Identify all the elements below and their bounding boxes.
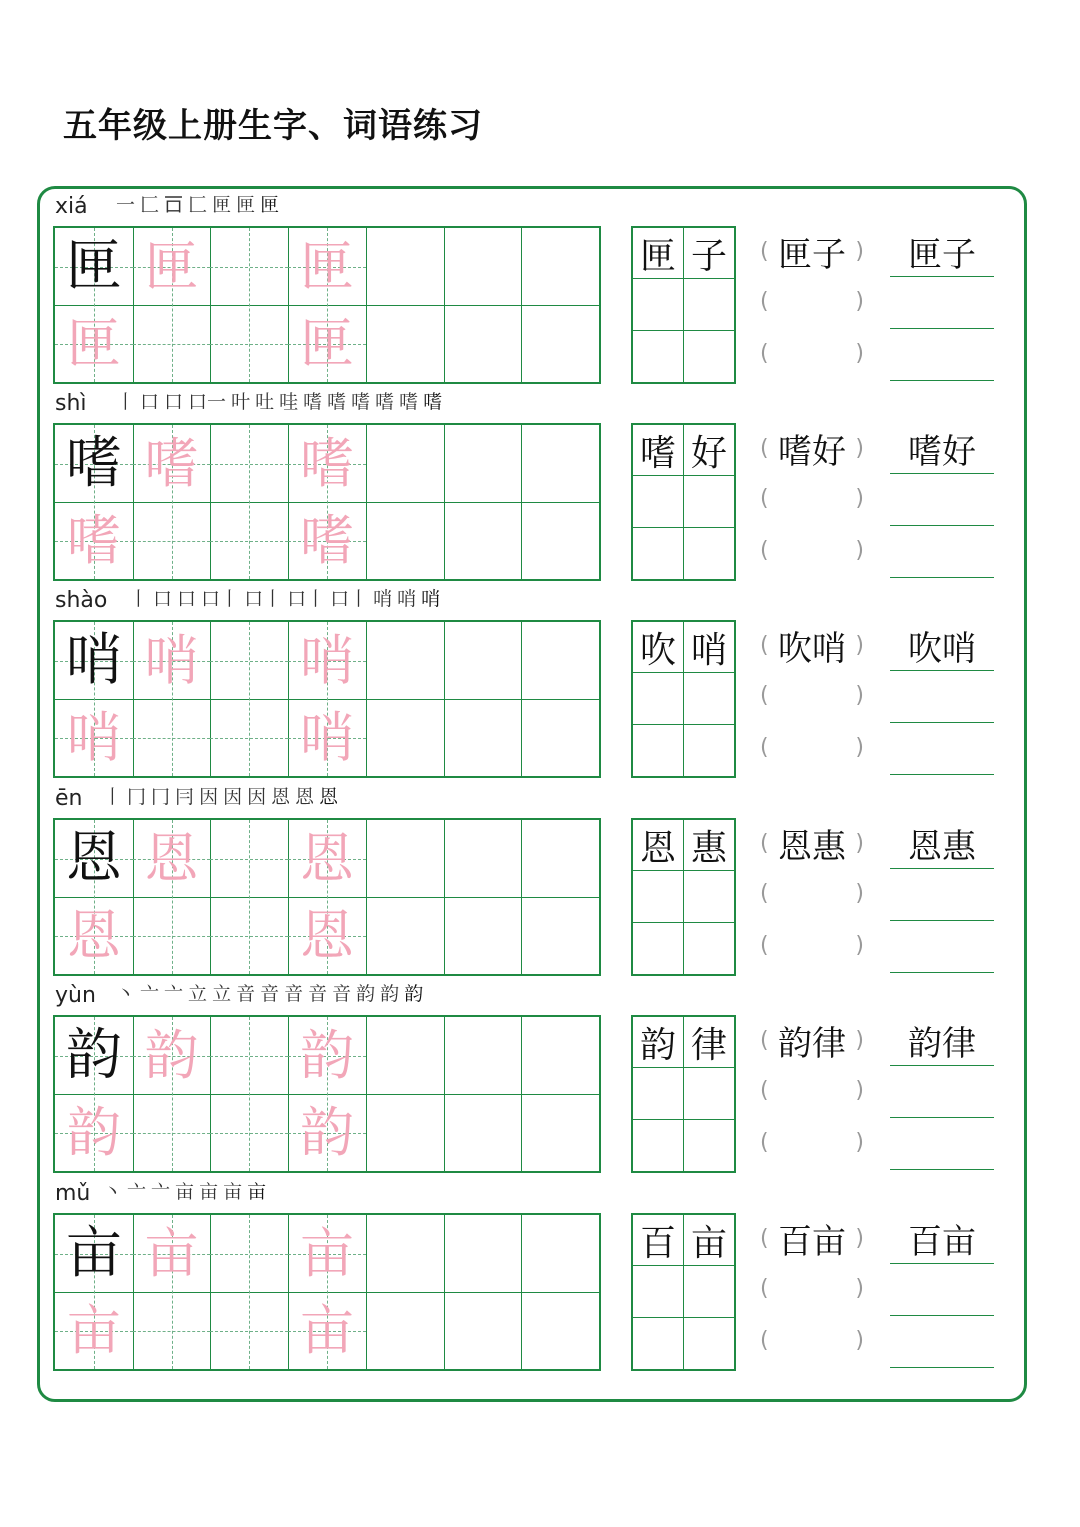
bracket-slot[interactable]	[760, 1315, 864, 1365]
stroke-step: 音	[284, 983, 304, 1005]
char-row	[0, 385, 1080, 583]
word-grid	[631, 423, 736, 581]
trace-character: 韵	[66, 1100, 121, 1164]
bracket-slot[interactable]	[760, 1117, 864, 1167]
word-grid	[631, 1213, 736, 1371]
stroke-step: 亠	[127, 1181, 147, 1203]
writing-cell[interactable]	[444, 897, 522, 974]
stroke-step: 口	[140, 391, 160, 413]
bracket-slot[interactable]	[760, 1065, 864, 1115]
model-character: 嗜	[65, 430, 122, 496]
bracket-slot[interactable]	[760, 525, 864, 575]
word-character: 哨	[690, 629, 727, 671]
underline-slot: 嗜好	[890, 423, 994, 474]
writing-cell[interactable]	[444, 305, 522, 382]
stroke-step: 哨	[397, 588, 417, 610]
writing-cell[interactable]	[366, 502, 444, 579]
open-paren: (	[760, 288, 769, 314]
stroke-step: 口丨	[330, 588, 369, 610]
underline-slot: 百亩	[890, 1213, 994, 1264]
trace-character: 哨	[299, 705, 354, 769]
trace-character: 嗜	[66, 508, 121, 572]
writing-cell[interactable]	[444, 425, 522, 502]
trace-character: 韵	[299, 1100, 354, 1164]
word-grid	[631, 226, 736, 384]
underline-answer	[890, 620, 994, 778]
underline-slot[interactable]	[890, 672, 994, 723]
writing-cell[interactable]	[521, 1017, 599, 1094]
writing-cell[interactable]	[444, 699, 522, 776]
open-paren: (	[760, 537, 769, 563]
stroke-step: 嗜	[327, 391, 347, 413]
page-title: 五年级上册生字、词语练习	[63, 106, 483, 146]
writing-cell[interactable]	[210, 699, 288, 776]
stroke-step: 韵	[356, 983, 376, 1005]
close-paren: )	[855, 682, 864, 708]
stroke-step: 冂	[127, 786, 147, 808]
open-paren: (	[760, 340, 769, 366]
trace-character: 匣	[144, 234, 199, 298]
stroke-step: 𠮛	[164, 194, 184, 216]
open-paren: (	[760, 830, 769, 856]
bracket-slot	[760, 1213, 864, 1263]
writing-cell[interactable]	[521, 228, 599, 305]
open-paren: (	[760, 1275, 769, 1301]
bracket-answer	[760, 423, 864, 581]
open-paren: (	[760, 1129, 769, 1155]
bracket-word: 嗜好	[778, 431, 846, 472]
trace-character: 恩	[144, 826, 199, 890]
grid-line	[633, 1317, 734, 1318]
stroke-step: 恩	[271, 786, 291, 808]
underline-slot[interactable]	[890, 1119, 994, 1170]
close-paren: )	[855, 1275, 864, 1301]
stroke-step: 哇	[279, 391, 299, 413]
open-paren: (	[760, 682, 769, 708]
stroke-step: 因	[247, 786, 267, 808]
trace-character: 哨	[299, 628, 354, 692]
open-paren: (	[760, 1077, 769, 1103]
stroke-step: 口丨	[201, 588, 240, 610]
writing-cell[interactable]	[444, 1017, 522, 1094]
writing-cell[interactable]	[366, 1215, 444, 1292]
stroke-step: 丶	[116, 983, 136, 1005]
close-paren: )	[855, 932, 864, 958]
open-paren: (	[760, 435, 769, 461]
close-paren: )	[855, 632, 864, 658]
writing-cell[interactable]	[210, 228, 288, 305]
stroke-step: 韵	[404, 983, 424, 1005]
stroke-step: 嗜	[303, 391, 323, 413]
stroke-step: 匚	[188, 194, 208, 216]
word-character: 律	[690, 1024, 727, 1066]
writing-cell[interactable]	[521, 820, 599, 897]
stroke-step: 口	[153, 588, 173, 610]
bracket-word: 百亩	[778, 1221, 846, 1262]
underline-answer	[890, 226, 994, 384]
stroke-step: 因	[199, 786, 219, 808]
stroke-step: 音	[332, 983, 352, 1005]
stroke-step: 亠	[140, 983, 160, 1005]
open-paren: (	[760, 1027, 769, 1053]
underline-slot: 恩惠	[890, 818, 994, 869]
underline-slot: 吹哨	[890, 620, 994, 671]
stroke-step: 口	[177, 588, 197, 610]
stroke-order	[116, 389, 447, 415]
grid-line	[633, 724, 734, 725]
bracket-answer	[760, 226, 864, 384]
writing-cell[interactable]	[366, 1017, 444, 1094]
stroke-step: 嗜	[399, 391, 419, 413]
stroke-step: 音	[308, 983, 328, 1005]
bracket-slot[interactable]	[760, 722, 864, 772]
writing-cell[interactable]	[133, 1292, 211, 1369]
writing-cell[interactable]	[366, 1094, 444, 1171]
model-character: 恩	[65, 825, 122, 891]
stroke-step: 立	[188, 983, 208, 1005]
word-character: 吹	[639, 629, 676, 671]
writing-cell[interactable]	[210, 1094, 288, 1171]
writing-cell[interactable]	[133, 699, 211, 776]
writing-cell[interactable]	[133, 1094, 211, 1171]
underline-slot[interactable]	[890, 870, 994, 921]
writing-cell[interactable]	[133, 897, 211, 974]
close-paren: )	[855, 1077, 864, 1103]
writing-cell[interactable]	[444, 1094, 522, 1171]
writing-grid	[53, 226, 601, 384]
writing-cell[interactable]	[366, 1292, 444, 1369]
grid-line	[633, 922, 734, 923]
open-paren: (	[760, 932, 769, 958]
trace-character: 哨	[144, 628, 199, 692]
open-paren: (	[760, 734, 769, 760]
writing-grid	[53, 818, 601, 976]
bracket-slot	[760, 226, 864, 276]
open-paren: (	[760, 1225, 769, 1251]
writing-cell[interactable]	[210, 1017, 288, 1094]
stroke-order	[116, 981, 428, 1007]
stroke-step: 立	[212, 983, 232, 1005]
word-character: 百	[639, 1222, 676, 1264]
trace-character: 韵	[144, 1023, 199, 1087]
writing-cell[interactable]	[521, 1094, 599, 1171]
stroke-step: 口丨	[287, 588, 326, 610]
writing-cell[interactable]	[521, 622, 599, 699]
stroke-order	[103, 1179, 271, 1205]
writing-cell[interactable]	[366, 228, 444, 305]
trace-character: 亩	[299, 1298, 354, 1362]
word-character: 匣	[639, 235, 676, 277]
open-paren: (	[760, 1327, 769, 1353]
open-paren: (	[760, 485, 769, 511]
writing-cell[interactable]	[210, 305, 288, 382]
stroke-step: 一	[116, 194, 136, 216]
stroke-step: 丨	[129, 588, 149, 610]
trace-character: 匣	[66, 311, 121, 375]
writing-cell[interactable]	[444, 228, 522, 305]
pinyin-label: shì	[55, 391, 87, 416]
stroke-step: 亠	[151, 1181, 171, 1203]
pinyin-label: xiá	[55, 194, 88, 219]
underline-answer	[890, 1015, 994, 1173]
char-row	[0, 582, 1080, 780]
writing-cell[interactable]	[210, 622, 288, 699]
bracket-slot[interactable]	[760, 868, 864, 918]
trace-character: 恩	[66, 903, 121, 967]
close-paren: )	[855, 1327, 864, 1353]
word-character: 韵	[639, 1024, 676, 1066]
open-paren: (	[760, 880, 769, 906]
underline-slot[interactable]	[890, 1265, 994, 1316]
writing-cell[interactable]	[521, 502, 599, 579]
trace-character: 嗜	[299, 508, 354, 572]
model-character: 韵	[65, 1022, 122, 1088]
stroke-step: 音	[260, 983, 280, 1005]
stroke-step: 丶	[103, 1181, 123, 1203]
stroke-step: 冃	[175, 786, 195, 808]
model-character: 哨	[65, 627, 122, 693]
close-paren: )	[855, 1225, 864, 1251]
bracket-word: 吹哨	[778, 628, 846, 669]
trace-character: 恩	[299, 903, 354, 967]
close-paren: )	[855, 830, 864, 856]
underline-answer	[890, 818, 994, 976]
writing-grid	[53, 620, 601, 778]
underline-slot[interactable]	[890, 527, 994, 578]
stroke-step: 匣	[236, 194, 256, 216]
word-character: 惠	[690, 827, 727, 869]
char-row	[0, 188, 1080, 386]
grid-line	[633, 1119, 734, 1120]
bracket-slot[interactable]	[760, 1263, 864, 1313]
stroke-step: 哨	[421, 588, 441, 610]
close-paren: )	[855, 734, 864, 760]
trace-character: 韵	[299, 1023, 354, 1087]
stroke-step: 丨	[103, 786, 123, 808]
underline-slot[interactable]	[890, 330, 994, 381]
open-paren: (	[760, 238, 769, 264]
stroke-step: 音	[236, 983, 256, 1005]
underline-slot[interactable]	[890, 475, 994, 526]
stroke-step: 叶	[231, 391, 251, 413]
word-character: 嗜	[639, 432, 676, 474]
writing-cell[interactable]	[521, 425, 599, 502]
underline-slot: 韵律	[890, 1015, 994, 1066]
writing-cell[interactable]	[521, 1292, 599, 1369]
stroke-step: 亠	[164, 983, 184, 1005]
stroke-step: 因	[223, 786, 243, 808]
bracket-answer	[760, 1015, 864, 1173]
bracket-slot[interactable]	[760, 473, 864, 523]
bracket-slot[interactable]	[760, 328, 864, 378]
underline-slot[interactable]	[890, 724, 994, 775]
char-row	[0, 1175, 1080, 1373]
trace-character: 亩	[299, 1221, 354, 1285]
writing-cell[interactable]	[133, 305, 211, 382]
word-character: 恩	[639, 827, 676, 869]
writing-grid	[53, 1213, 601, 1371]
close-paren: )	[855, 238, 864, 264]
writing-cell[interactable]	[210, 1215, 288, 1292]
bracket-word: 韵律	[778, 1023, 846, 1064]
pinyin-label: shào	[55, 588, 108, 613]
close-paren: )	[855, 435, 864, 461]
word-character: 子	[690, 235, 727, 277]
char-row	[0, 780, 1080, 978]
underline-slot[interactable]	[890, 922, 994, 973]
writing-cell[interactable]	[521, 1215, 599, 1292]
writing-grid	[53, 1015, 601, 1173]
bracket-slot	[760, 423, 864, 473]
stroke-order	[116, 192, 284, 218]
writing-cell[interactable]	[521, 897, 599, 974]
bracket-slot	[760, 1015, 864, 1065]
bracket-answer	[760, 818, 864, 976]
stroke-step: 匚	[140, 194, 160, 216]
pinyin-label: yùn	[55, 983, 96, 1008]
bracket-word: 匣子	[778, 234, 846, 275]
underline-answer	[890, 1213, 994, 1371]
trace-character: 亩	[66, 1298, 121, 1362]
writing-grid	[53, 423, 601, 581]
underline-slot[interactable]	[890, 278, 994, 329]
writing-cell[interactable]	[210, 897, 288, 974]
stroke-step: 哨	[373, 588, 393, 610]
stroke-step: 匣	[260, 194, 280, 216]
underline-slot[interactable]	[890, 1317, 994, 1368]
stroke-step: 匣	[212, 194, 232, 216]
bracket-slot[interactable]	[760, 670, 864, 720]
close-paren: )	[855, 288, 864, 314]
underline-answer	[890, 423, 994, 581]
bracket-slot[interactable]	[760, 276, 864, 326]
stroke-step: 亩	[223, 1181, 243, 1203]
stroke-step: 亩	[247, 1181, 267, 1203]
bracket-slot[interactable]	[760, 920, 864, 970]
writing-cell[interactable]	[444, 622, 522, 699]
stroke-step: 恩	[319, 786, 339, 808]
writing-cell[interactable]	[366, 622, 444, 699]
word-character: 好	[690, 432, 727, 474]
bracket-slot	[760, 620, 864, 670]
trace-character: 匣	[299, 311, 354, 375]
close-paren: )	[855, 1027, 864, 1053]
stroke-step: 恩	[295, 786, 315, 808]
writing-cell[interactable]	[366, 820, 444, 897]
writing-cell[interactable]	[366, 699, 444, 776]
writing-cell[interactable]	[444, 1292, 522, 1369]
close-paren: )	[855, 485, 864, 511]
word-character: 亩	[690, 1222, 727, 1264]
close-paren: )	[855, 1129, 864, 1155]
writing-cell[interactable]	[366, 305, 444, 382]
trace-character: 亩	[144, 1221, 199, 1285]
bracket-answer	[760, 620, 864, 778]
writing-cell[interactable]	[366, 425, 444, 502]
char-row	[0, 977, 1080, 1175]
stroke-step: 口一	[188, 391, 227, 413]
bracket-word: 恩惠	[778, 826, 846, 867]
bracket-answer	[760, 1213, 864, 1371]
writing-cell[interactable]	[444, 502, 522, 579]
stroke-step: 冂	[151, 786, 171, 808]
word-grid	[631, 1015, 736, 1173]
writing-cell[interactable]	[444, 820, 522, 897]
grid-line	[633, 330, 734, 331]
underline-slot: 匣子	[890, 226, 994, 277]
stroke-step: 嗜	[375, 391, 395, 413]
word-grid	[631, 620, 736, 778]
stroke-step: 吐	[255, 391, 275, 413]
grid-line	[633, 527, 734, 528]
writing-cell[interactable]	[521, 305, 599, 382]
stroke-order	[129, 586, 445, 612]
model-character: 亩	[65, 1220, 122, 1286]
close-paren: )	[855, 537, 864, 563]
writing-cell[interactable]	[210, 820, 288, 897]
trace-character: 嗜	[299, 431, 354, 495]
trace-character: 哨	[66, 705, 121, 769]
trace-character: 恩	[299, 826, 354, 890]
close-paren: )	[855, 880, 864, 906]
writing-cell[interactable]	[444, 1215, 522, 1292]
writing-cell[interactable]	[210, 1292, 288, 1369]
writing-cell[interactable]	[210, 425, 288, 502]
pinyin-label: ēn	[55, 786, 83, 811]
trace-character: 嗜	[144, 431, 199, 495]
open-paren: (	[760, 632, 769, 658]
writing-cell[interactable]	[133, 502, 211, 579]
close-paren: )	[855, 340, 864, 366]
model-character: 匣	[65, 233, 122, 299]
trace-character: 匣	[299, 234, 354, 298]
stroke-order	[103, 784, 343, 810]
stroke-step: 亩	[199, 1181, 219, 1203]
writing-cell[interactable]	[521, 699, 599, 776]
word-grid	[631, 818, 736, 976]
stroke-step: 丨	[116, 391, 136, 413]
stroke-step: 嗜	[351, 391, 371, 413]
writing-cell[interactable]	[210, 502, 288, 579]
writing-cell[interactable]	[366, 897, 444, 974]
stroke-step: 亩	[175, 1181, 195, 1203]
bracket-slot	[760, 818, 864, 868]
pinyin-label: mǔ	[55, 1181, 91, 1206]
stroke-step: 口丨	[244, 588, 283, 610]
stroke-step: 嗜	[423, 391, 443, 413]
underline-slot[interactable]	[890, 1067, 994, 1118]
stroke-step: 口	[164, 391, 184, 413]
stroke-step: 韵	[380, 983, 400, 1005]
